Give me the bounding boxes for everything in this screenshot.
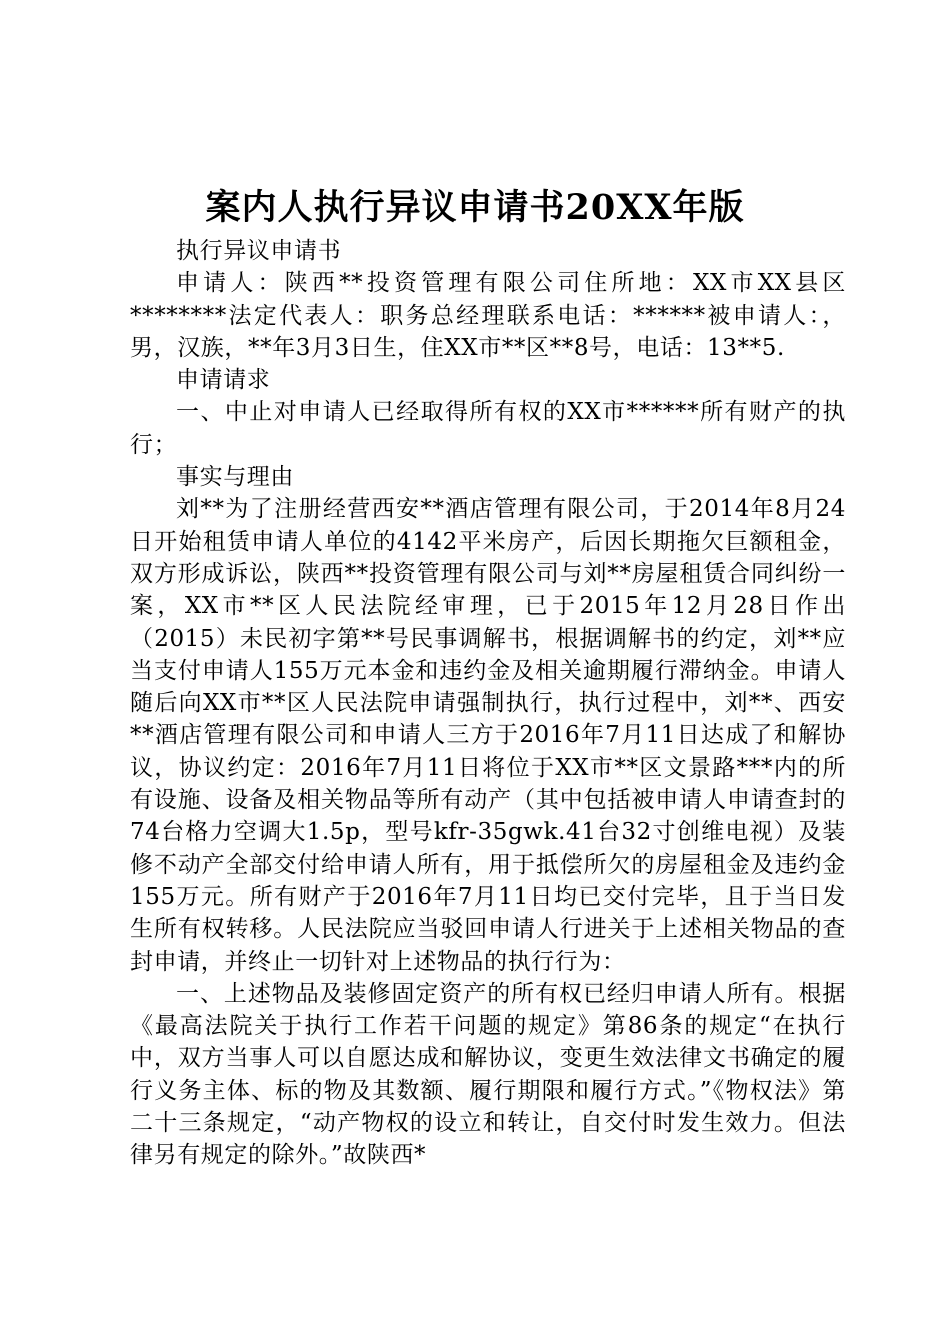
- paragraph-reason-one: 一、上述物品及装修固定资产的所有权已经归申请人所有。根据《最高法院关于执行工作若干问题的规定》第86条的规定“在执行中，双方当事人可以自愿达成和解协议，变更生效法律文书确定的履行义务主体、标的物及其数额、履行期限和履行方式。”《物权法》第二十三条规定，“动产物权的设立和转让，自交付时发生效力。但法律另有规定的除外。”故陕西*: [130, 980, 846, 1169]
- paragraph-applicant-info: 申请人：陕西**投资管理有限公司住所地：XX市XX县区********法定代表人：职务总经理联系电话：******被申请人：，男，汉族，**年3月3日生，住XX市**区**8号，电话：13**5.: [130, 270, 846, 361]
- paragraph-facts: 刘**为了注册经营西安**酒店管理有限公司，于2014年8月24日开始租赁申请人单位的4142平米房产，后因长期拖欠巨额租金，双方形成诉讼，陕西**投资管理有限公司与刘**房屋租赁合同纠纷一案，XX市**区人民法院经审理，已于2015年12月28日作出（2015）未民初字第**号民事调解书，根据调解书的约定，刘**应当支付申请人155万元本金和违约金及相关逾期履行滞纳金。申请人随后向XX市**区人民法院申请强制执行，执行过程中，刘**、西安**酒店管理有限公司和申请人三方于2016年7月11日达成了和解协议，协议约定：2016年7月11日将位于XX市**区文景路***内的所有设施、设备及相关物品等所有动产（其中包括被申请人申请查封的74台格力空调大1.5p，型号kfr-35gwk.41台32寸创维电视）及装修不动产全部交付给申请人所有，用于抵偿所欠的房屋租金及违约金155万元。所有财产于2016年7月11日均已交付完毕，且于当日发生所有权转移。人民法院应当驳回申请人行进关于上述相关物品的查封申请，并终止一切针对上述物品的执行行为：: [130, 496, 846, 975]
- document-title: 案内人执行异议申请书20XX年版: [205, 187, 745, 228]
- paragraph-heading-application: 执行异议申请书: [176, 238, 342, 264]
- paragraph-heading-request: 申请请求: [176, 367, 271, 394]
- paragraph-request-item: 一、中止对申请人已经取得所有权的XX市******所有财产的执行；: [130, 399, 846, 458]
- paragraph-heading-facts: 事实与理由: [176, 464, 294, 491]
- document-body: [130, 235, 846, 1172]
